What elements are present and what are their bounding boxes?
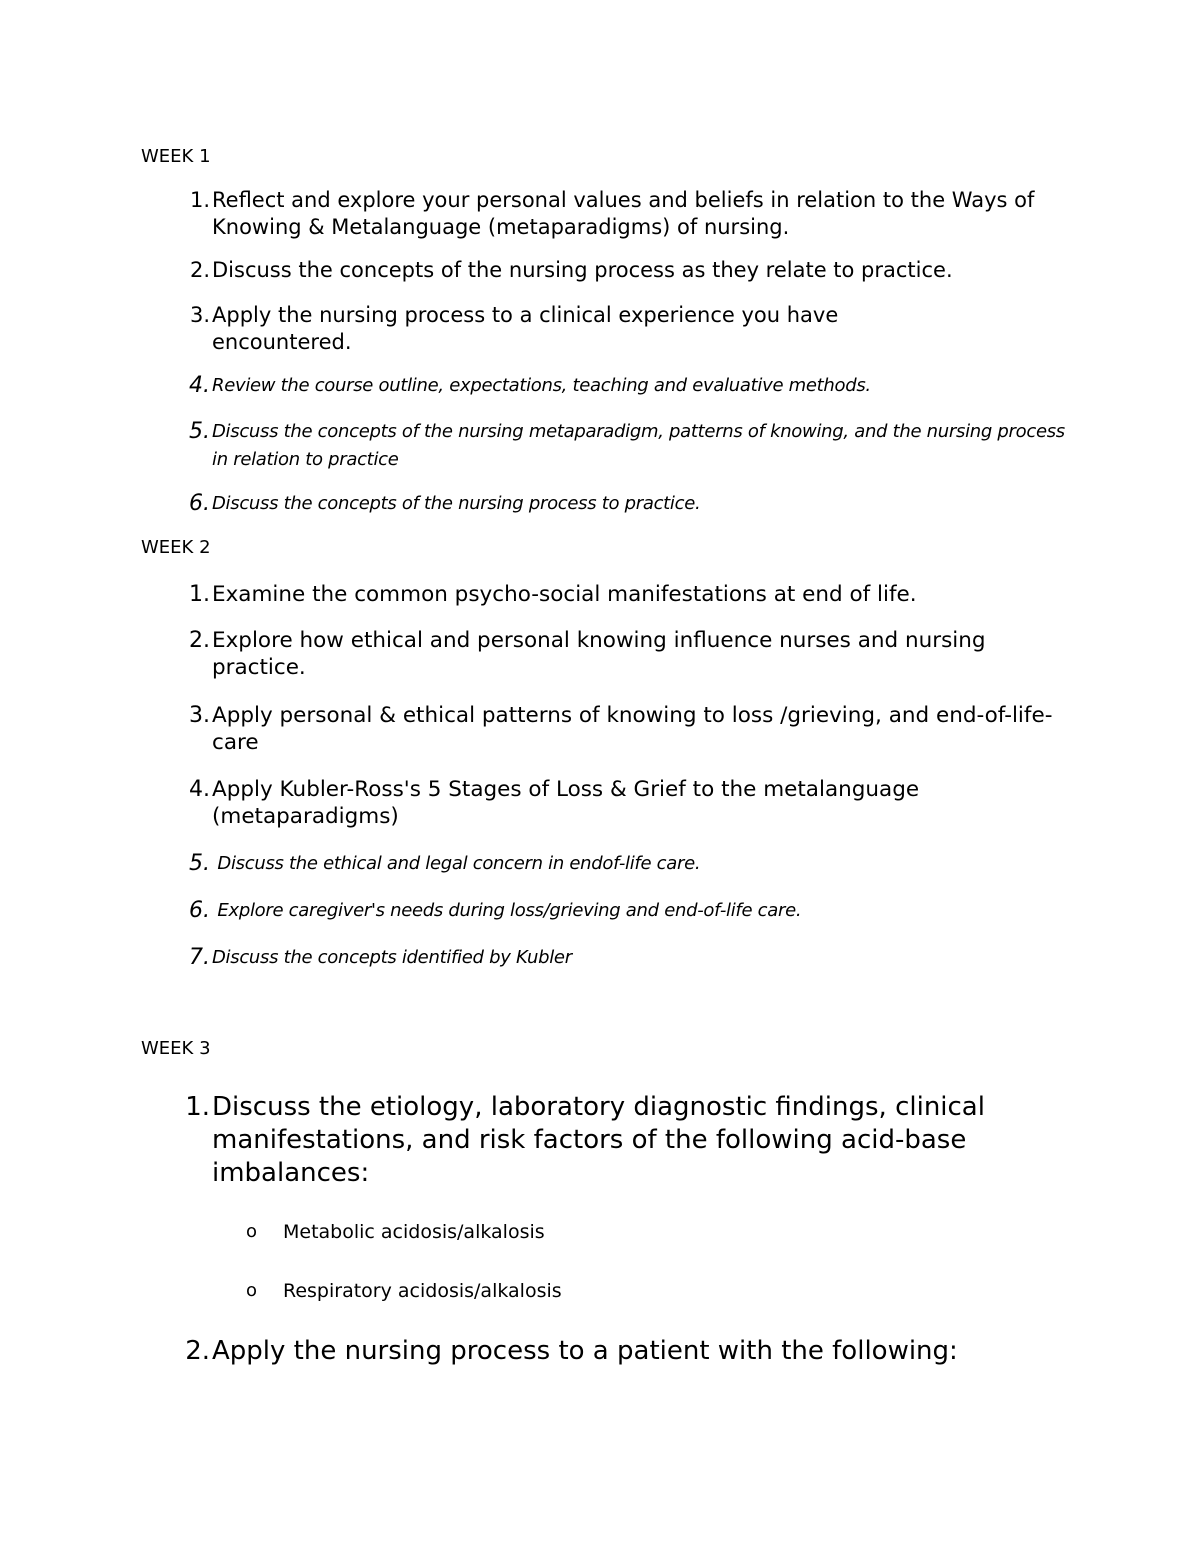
- subitem-text: Respiratory acidosis/alkalosis: [283, 1280, 562, 1302]
- subitem-text: Metabolic acidosis/alkalosis: [283, 1221, 545, 1243]
- list-item-text: Discuss the concepts of the nursing metaparadigm, patterns of knowing, and the nursing process in relation to practice: [212, 421, 1065, 470]
- list-number: 3.: [189, 703, 210, 728]
- list-number: 2.: [189, 628, 210, 653]
- list-item-text: Apply Kubler-Ross's 5 Stages of Loss & Grief to the metalanguage (metaparadigms): [212, 777, 920, 829]
- list-number: 7.: [189, 945, 210, 970]
- list-number: 4.: [189, 777, 210, 802]
- list-number: 5.: [189, 419, 210, 444]
- list-number: 6.: [189, 898, 210, 923]
- list-item-text: Reflect and explore your personal values and beliefs in relation to the Ways of Knowing & Metalanguage (metaparadigms) of nursing.: [212, 188, 1035, 239]
- list-item-text: Apply the nursing process to a clinical experience you have encountered.: [212, 303, 839, 354]
- list-item-text: Discuss the ethical and legal concern in endof-life care.: [212, 853, 701, 874]
- list-number: 5.: [189, 851, 210, 876]
- list-item-text: Apply personal & ethical patterns of knowing to loss /grieving, and end-of-life-care: [212, 703, 1053, 755]
- list-number: 1.: [189, 582, 210, 607]
- list-item-text: Discuss the concepts identified by Kubler: [212, 947, 572, 968]
- list-number: 1.: [189, 188, 210, 212]
- list-item-text: Discuss the etiology, laboratory diagnostic findings, clinical manifestations, and risk factors of the following acid-base imbalances:: [212, 1092, 985, 1188]
- bullet-icon: o: [246, 1221, 258, 1242]
- list-item-text: Review the course outline, expectations, teaching and evaluative methods.: [212, 375, 871, 396]
- list-number: 4.: [189, 373, 210, 398]
- list-number: 6.: [189, 491, 210, 516]
- list-number: 2.: [189, 258, 210, 282]
- list-number: 2.: [185, 1336, 210, 1366]
- list-item-text: Discuss the concepts of the nursing process to practice.: [212, 493, 701, 514]
- list-number: 1.: [185, 1092, 210, 1122]
- week-2-heading: WEEK 2: [141, 537, 211, 558]
- bullet-icon: o: [246, 1280, 258, 1301]
- week-3-heading: WEEK 3: [141, 1038, 211, 1059]
- list-item-text: Apply the nursing process to a patient with the following:: [212, 1336, 958, 1366]
- list-item-text: Discuss the concepts of the nursing process as they relate to practice.: [212, 258, 953, 282]
- week-1-heading: WEEK 1: [141, 146, 211, 167]
- list-item-text: Explore caregiver's needs during loss/grieving and end-of-life care.: [212, 900, 802, 921]
- list-number: 3.: [189, 303, 210, 327]
- list-item-text: Examine the common psycho-social manifestations at end of life.: [212, 582, 917, 607]
- list-item-text: Explore how ethical and personal knowing influence nurses and nursing practice.: [212, 628, 986, 680]
